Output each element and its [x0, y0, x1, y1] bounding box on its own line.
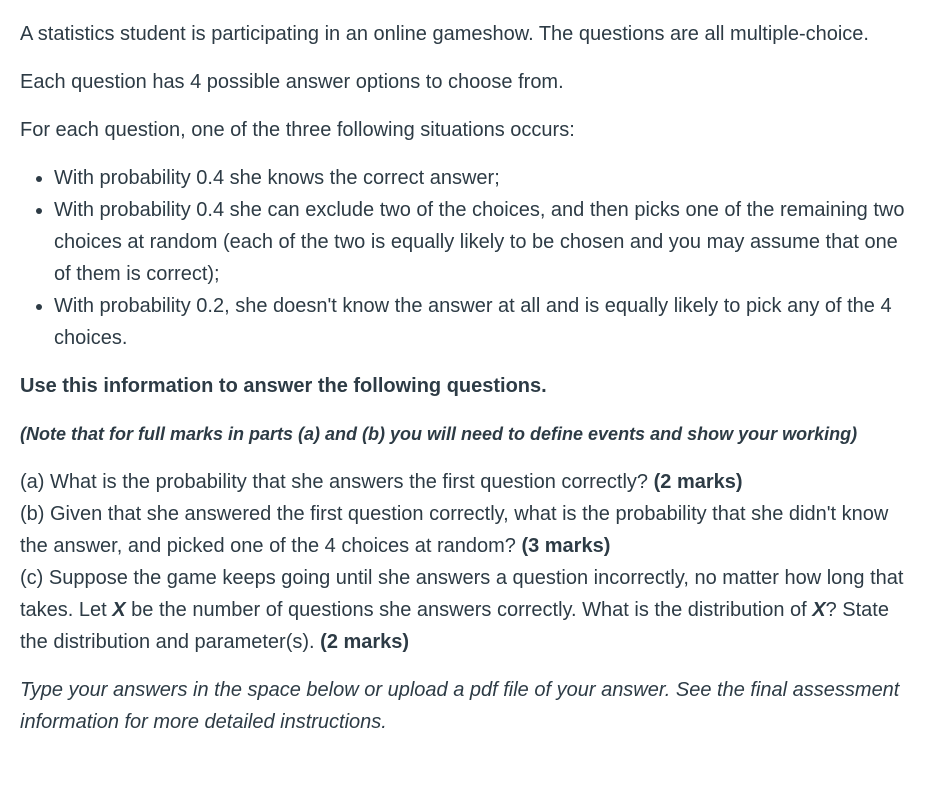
instruction-heading: Use this information to answer the following questions. — [20, 375, 547, 397]
situations-lead-paragraph: For each question, one of the three following situations occurs: — [20, 119, 575, 141]
options-count-paragraph: Each question has 4 possible answer options to choose from. — [20, 71, 564, 93]
part-c — [20, 562, 910, 658]
situations-list — [20, 162, 910, 354]
part-c-text-2: be the number of questions she answers correctly. What is the distribution of — [125, 599, 813, 621]
question-parts — [20, 466, 910, 658]
part-c-text-3: ? State the distribution and parameter(s). — [20, 599, 889, 653]
part-b — [20, 498, 910, 562]
part-b-text: (b) Given that she answered the first question correctly, what is the probability that she didn't know the answer, and picked one of the 4 choices at random? — [20, 503, 889, 557]
part-a — [20, 466, 910, 498]
part-c-text-1: (c) Suppose the game keeps going until she answers a question incorrectly, no matter how long that takes. Let — [20, 567, 904, 621]
part-c-marks: (2 marks) — [320, 631, 410, 653]
list-item: • With probability 0.2, she doesn't know the answer at all and is equally likely to pick any of the 4 choices. — [54, 290, 910, 354]
variable-x: X — [812, 599, 826, 621]
question-content — [20, 18, 910, 754]
list-item: • With probability 0.4 she can exclude two of the choices, and then picks one of the remaining two choices at random (each of the two is equally likely to be chosen and you may assume that one of them is correct); — [54, 194, 910, 290]
marking-note: (Note that for full marks in parts (a) and (b) you will need to define events and show your working) — [20, 424, 858, 444]
submission-instructions: Type your answers in the space below or upload a pdf file of your answer. See the final assessment information for more detailed instructions. — [20, 679, 900, 733]
variable-x: X — [112, 599, 126, 621]
part-a-marks: (2 marks) — [653, 471, 743, 493]
intro-paragraph: A statistics student is participating in an online gameshow. The questions are all multiple-choice. — [20, 23, 869, 45]
list-item: • With probability 0.4 she knows the correct answer; — [54, 162, 910, 194]
part-a-text: (a) What is the probability that she answers the first question correctly? — [20, 471, 654, 493]
part-b-marks: (3 marks) — [521, 535, 611, 557]
